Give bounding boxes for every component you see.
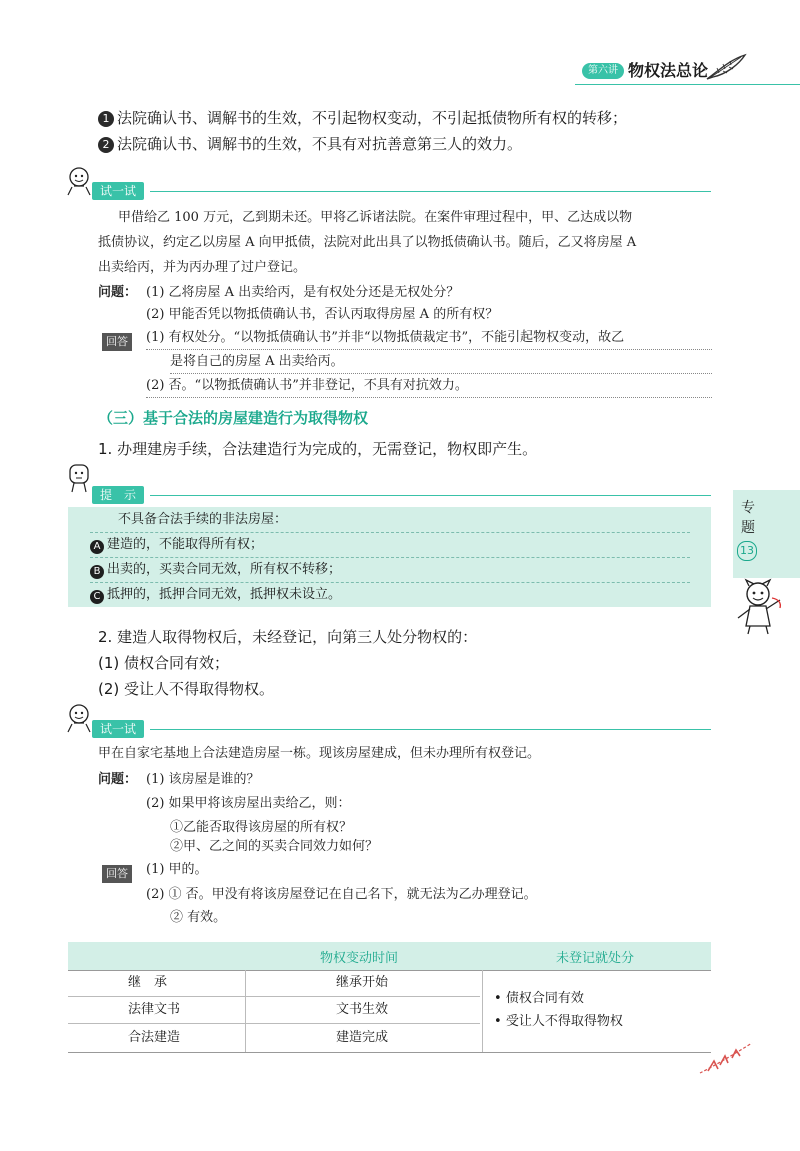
try-label: 试一试 bbox=[92, 182, 144, 200]
cartoon-character-icon bbox=[732, 578, 788, 636]
question-item: (2) 如果甲将该房屋出卖给乙，则： bbox=[146, 796, 351, 811]
hint-item bbox=[90, 533, 690, 558]
question-item: (1) 乙将房屋 A 出卖给丙，是有权处分还是无权处分？ bbox=[146, 285, 460, 300]
table-effect: • 债权合同有效 bbox=[494, 991, 584, 1006]
table-header-time: 物权变动时间 bbox=[320, 951, 399, 966]
intro-item-2 bbox=[98, 131, 522, 157]
stamp-icon bbox=[690, 1025, 760, 1085]
mascot-icon bbox=[64, 462, 94, 494]
hint-marker: C bbox=[90, 590, 104, 604]
section-point-1: 1. 办理建房手续，合法建造行为完成的，无需登记，物权即产生。 bbox=[98, 440, 538, 458]
table-rule bbox=[68, 1052, 711, 1053]
question-item: ②甲、乙之间的买卖合同效力如何？ bbox=[170, 839, 379, 854]
section-point-2-item: (2) 受让人不得取得物权。 bbox=[98, 680, 275, 698]
intro-item-text: 法院确认书、调解书的生效，不引起物权变动，不引起抵债物所有权的转移； bbox=[117, 109, 628, 127]
table-rule bbox=[68, 970, 711, 971]
mascot-icon bbox=[64, 165, 94, 197]
try2-paragraph: 甲在自家宅基地上合法建造房屋一栋。现该房屋建成，但未办理所有权登记。 bbox=[98, 746, 541, 761]
section-point-2: 2. 建造人取得物权后，未经登记，向第三人处分物权的： bbox=[98, 628, 478, 646]
question-item: (2) 甲能否凭以物抵债确认书，否认丙取得房屋 A 的所有权？ bbox=[146, 307, 499, 322]
chapter-title: 物权法总论 bbox=[628, 61, 709, 80]
section-point-2-item: (1) 债权合同有效； bbox=[98, 654, 230, 672]
hint-marker: A bbox=[90, 540, 104, 554]
table-time: 文书生效 bbox=[336, 1002, 389, 1017]
question-item: ①乙能否取得该房屋的所有权？ bbox=[170, 820, 353, 835]
try1-para-line: 抵债协议，约定乙以房屋 A 向甲抵债，法院对此出具了以物抵债确认书。随后，乙又将房屋 A bbox=[98, 235, 637, 250]
try-rule bbox=[150, 191, 711, 192]
answer-item: (2) ① 否。甲没有将该房屋登记在自己名下，就无法为乙办理登记。 bbox=[146, 887, 537, 902]
hint-label: 提 示 bbox=[92, 486, 144, 504]
side-tab-number: 13 bbox=[737, 541, 757, 561]
try-rule bbox=[150, 729, 711, 730]
answer-label bbox=[102, 330, 132, 351]
answer-item: ② 有效。 bbox=[170, 910, 227, 925]
hint-list bbox=[90, 508, 690, 607]
hint-rule bbox=[150, 495, 711, 496]
table-divider bbox=[245, 970, 246, 1052]
try1-para-line: 出卖给丙，并为丙办理了过户登记。 bbox=[98, 260, 307, 275]
answer-item: (1) 甲的。 bbox=[146, 862, 208, 877]
feather-icon bbox=[705, 52, 747, 82]
answer-label-text: 回答 bbox=[102, 865, 132, 883]
hint-item bbox=[90, 583, 690, 607]
chapter-tag: 第六讲 bbox=[582, 63, 624, 79]
answer-item: 是将自己的房屋 A 出卖给丙。 bbox=[170, 351, 712, 374]
intro-item-1 bbox=[98, 105, 627, 131]
section-title: （三）基于合法的房屋建造行为取得物权 bbox=[98, 409, 369, 427]
hint-lead-text: 不具备合法手续的非法房屋： bbox=[118, 512, 288, 527]
table-effect: • 受让人不得取得物权 bbox=[494, 1014, 623, 1029]
try1-para-line: 甲借给乙 100 万元，乙到期未还。甲将乙诉诸法院。在案件审理过程中，甲、乙达成以物 bbox=[118, 210, 633, 225]
question-label: 问题： bbox=[98, 285, 138, 300]
hint-item-text: 抵押的，抵押合同无效，抵押权未设立。 bbox=[107, 587, 342, 602]
mascot-icon bbox=[64, 702, 94, 734]
table-time: 建造完成 bbox=[336, 1030, 389, 1045]
table-cause: 法律文书 bbox=[128, 1002, 181, 1017]
hint-marker: B bbox=[90, 565, 104, 579]
answer-item: (1) 有权处分。“以物抵债确认书”并非“以物抵债裁定书”，不能引起物权变动，故乙 bbox=[146, 327, 712, 350]
intro-item-text: 法院确认书、调解书的生效，不具有对抗善意第三人的效力。 bbox=[117, 135, 523, 153]
table-rule bbox=[68, 1023, 480, 1024]
answer-label bbox=[102, 862, 132, 883]
answer-item: (2) 否。“以物抵债确认书”并非登记，不具有对抗效力。 bbox=[146, 375, 712, 398]
table-header-effect: 未登记就处分 bbox=[556, 951, 635, 966]
header-rule bbox=[575, 84, 800, 85]
hint-item-text: 出卖的，买卖合同无效，所有权不转移； bbox=[107, 562, 342, 577]
table-cause: 合法建造 bbox=[128, 1030, 181, 1045]
question-item: (1) 该房屋是谁的？ bbox=[146, 772, 260, 787]
item-marker: 1 bbox=[98, 111, 114, 127]
table-divider bbox=[482, 970, 483, 1052]
table-effect-text: 债权合同有效 bbox=[505, 991, 584, 1006]
table-effect-text: 受让人不得取得物权 bbox=[505, 1014, 623, 1029]
question-label: 问题： bbox=[98, 772, 138, 787]
table-rule bbox=[68, 996, 480, 997]
side-tab-label: 专题 bbox=[741, 500, 755, 536]
try-label: 试一试 bbox=[92, 720, 144, 738]
table-cause: 继 承 bbox=[128, 975, 168, 990]
table-time: 继承开始 bbox=[336, 975, 389, 990]
hint-lead bbox=[90, 508, 690, 533]
hint-item bbox=[90, 558, 690, 583]
item-marker: 2 bbox=[98, 137, 114, 153]
hint-item-text: 建造的，不能取得所有权； bbox=[107, 537, 264, 552]
answer-label-text: 回答 bbox=[102, 333, 132, 351]
